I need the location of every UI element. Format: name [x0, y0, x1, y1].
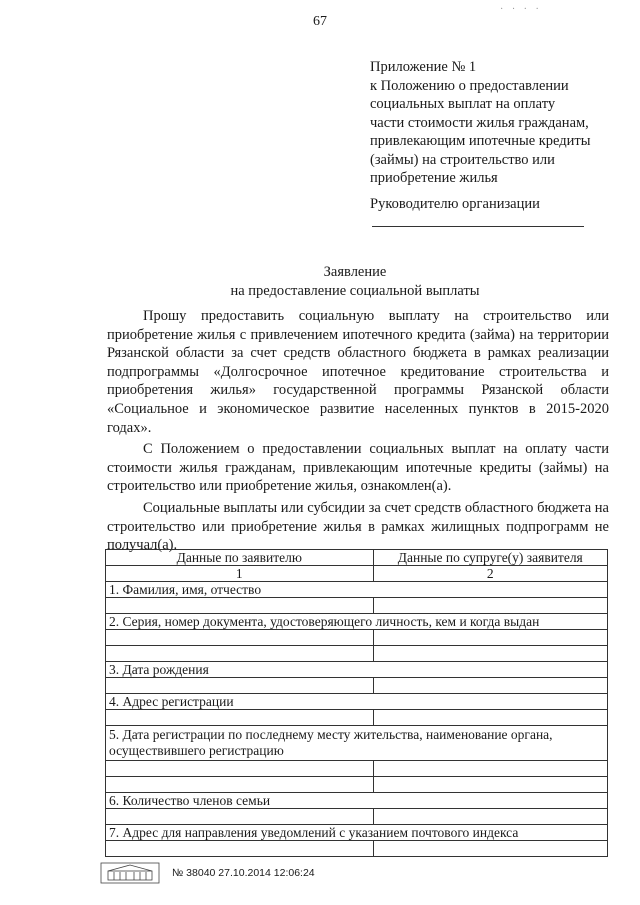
building-stamp-icon: [100, 862, 160, 884]
section-row: [106, 793, 608, 809]
section-row: [106, 726, 608, 761]
recipient-signature-line: [372, 226, 584, 227]
section-label: 1. Фамилия, имя, отчество: [106, 582, 608, 598]
table-number-row: [106, 566, 608, 582]
section-label: 2. Серия, номер документа, удостоверяющего личность, кем и когда выдан: [106, 614, 608, 630]
section-label: 6. Количество членов семьи: [106, 793, 608, 809]
statement-body: [107, 307, 609, 558]
document-title: [100, 263, 610, 301]
applicant-field[interactable]: [106, 809, 374, 825]
applicant-field[interactable]: [106, 710, 374, 726]
section-row: [106, 582, 608, 598]
spouse-field[interactable]: [373, 678, 607, 694]
section-row: [106, 825, 608, 841]
stray-marks: · · · ·: [500, 4, 542, 15]
appendix-block: [370, 58, 620, 188]
title-line-2: на предоставление социальной выплаты: [230, 283, 480, 299]
spouse-field[interactable]: [373, 809, 607, 825]
input-row: [106, 598, 608, 614]
section-label: 7. Адрес для направления уведомлений с указанием почтового индекса: [106, 825, 608, 841]
appendix-line: привлекающим ипотечные кредиты: [370, 133, 591, 149]
paragraph: Социальные выплаты или субсидии за счет средств областного бюджета на строительство или приобретение жилья в рамках жилищных подпрограмм не получал(а).: [107, 499, 609, 554]
appendix-line: (займы) на строительство или: [370, 151, 555, 168]
applicant-field[interactable]: [106, 761, 374, 777]
section-label: 5. Дата регистрации по последнему месту жительства, наименование органа, осуществившего регистрацию: [106, 726, 608, 761]
paragraph: Прошу предоставить социальную выплату на строительство или приобретение жилья с привлечением ипотечного кредита (займа) на территории Рязанской области за счет средств областного бюджета в рамках реализации подпрограммы «Долгосрочное ипотечное кредитование строительства и приобретения жилья» государственной программы Рязанской области «Социальное и экономическое развитие населенных пунктов в 2015-2020 годах».: [107, 308, 609, 436]
applicant-field[interactable]: [106, 777, 374, 793]
appendix-line: приобретение жилья: [370, 170, 498, 186]
appendix-line: социальных выплат на оплату: [370, 96, 556, 112]
header-spouse: Данные по супруге(у) заявителя: [373, 550, 607, 566]
applicant-field[interactable]: [106, 678, 374, 694]
spouse-field[interactable]: [373, 646, 607, 662]
spouse-field[interactable]: [373, 777, 607, 793]
appendix-line: к Положению о предоставлении: [370, 77, 569, 94]
page-number: 67: [313, 14, 327, 29]
spouse-field[interactable]: [373, 598, 607, 614]
input-row: [106, 841, 608, 857]
paragraph: С Положением о предоставлении социальных выплат на оплату части стоимости жилья гражданам, привлекающим ипотечные кредиты (займы) на строительство или приобретение жилья, ознакомлен(а).: [107, 441, 609, 495]
input-row: [106, 809, 608, 825]
applicant-field[interactable]: [106, 841, 374, 857]
column-number: 2: [373, 566, 607, 582]
spouse-field[interactable]: [373, 761, 607, 777]
applicant-field[interactable]: [106, 630, 374, 646]
appendix-line: Приложение № 1: [370, 59, 477, 75]
applicant-field[interactable]: [106, 598, 374, 614]
applicant-field[interactable]: [106, 646, 374, 662]
input-row: [106, 678, 608, 694]
header-applicant: Данные по заявителю: [106, 550, 374, 566]
appendix-line: части стоимости жилья гражданам,: [370, 114, 589, 131]
input-row: [106, 646, 608, 662]
spouse-field[interactable]: [373, 630, 607, 646]
applicant-data-table: [105, 549, 608, 857]
spouse-field[interactable]: [373, 841, 607, 857]
input-row: [106, 761, 608, 777]
column-number: 1: [106, 566, 374, 582]
section-row: [106, 614, 608, 630]
document-registration-number: № 38040 27.10.2014 12:06:24: [172, 867, 315, 879]
spouse-field[interactable]: [373, 710, 607, 726]
table-header-row: [106, 550, 608, 566]
section-row: [106, 694, 608, 710]
title-line-1: Заявление: [323, 264, 387, 280]
footer: [100, 862, 315, 884]
section-label: 4. Адрес регистрации: [106, 694, 608, 710]
recipient-label: Руководителю организации: [370, 196, 540, 212]
input-row: [106, 777, 608, 793]
section-label: 3. Дата рождения: [106, 662, 608, 678]
input-row: [106, 710, 608, 726]
input-row: [106, 630, 608, 646]
section-row: [106, 662, 608, 678]
